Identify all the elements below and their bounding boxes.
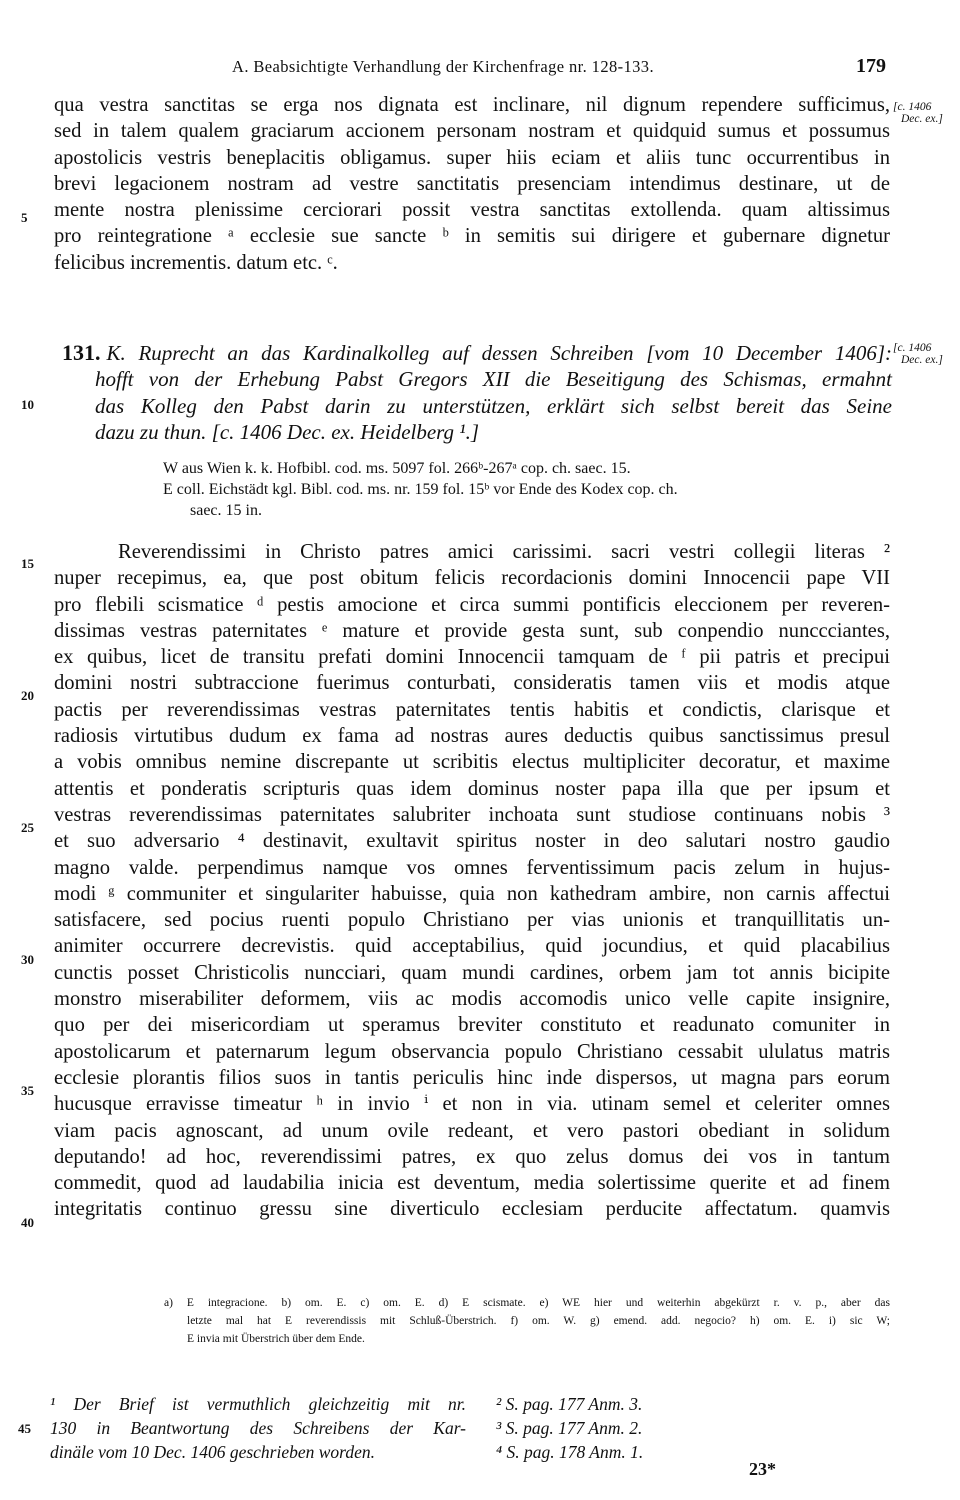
- title-line: hofft von der Erhebung Pabst Gregors XII die Beseitigung des Schismas, ermahnt: [95, 367, 892, 392]
- text-line: dissimas vestras paternitates ᵉ mature et provide gesta sunt, sub conpendio nunccciantes,: [54, 619, 890, 642]
- text-line: felicibus incrementis. datum etc. ᶜ.: [54, 251, 338, 274]
- text-line: qua vestra sanctitas se erga nos dignata est inclinare, nil dignum rependere sufficimus,: [54, 94, 890, 116]
- printer-signature: 23*: [749, 1459, 776, 1479]
- footnotes-2-4: [496, 1392, 643, 1464]
- critical-apparatus: [164, 1294, 890, 1348]
- source-line: W aus Wien k. k. Hofbibl. cod. ms. 5097 fol. 266ᵇ-267ᵃ cop. ch. saec. 15.: [163, 460, 631, 477]
- text-line: ex quibus, licet de transitu prefati domini Innocencii tamquam de ᶠ pii patris et precipui: [54, 646, 890, 669]
- text-line: integritatis continuo gressu sine diverticulo ecclesiam perducite affectatum. quamvis: [54, 1198, 890, 1221]
- text-line: modi ᵍ communiter et singulariter habuisse, quia non kathedram ambire, non carnis affectui: [54, 882, 890, 905]
- footnote-line: ⁴ S. pag. 178 Anm. 1.: [496, 1442, 644, 1462]
- document-heading: [62, 340, 892, 445]
- page-header: [0, 57, 960, 83]
- footnote-line: ² S. pag. 177 Anm. 3.: [496, 1394, 643, 1414]
- source-line: E coll. Eichstädt kgl. Bibl. cod. ms. nr. 159 fol. 15ᵇ vor Ende des Kodex cop. ch.: [163, 481, 678, 498]
- text-line: satisfacere, sed pocius ruenti populo Christiano per vias unionis et tranquillitatis un-: [54, 909, 890, 932]
- line-number: 5: [21, 210, 28, 225]
- text-line: attentis et ponderatis scripturis quas idem dominus noster papa illa que per ipsum et: [54, 777, 890, 800]
- title-line: das Kolleg den Pabst darin zu unterstützen, erklärt sich selbst bereit das Seine: [95, 393, 892, 418]
- text-line: vestras reverendissimas paternitates salubriter inchoata sunt studiose continuans nobis ³: [54, 803, 890, 826]
- text-line: ecclesie plorantis filios suos in tantis periculis hinc inde dispersos, ut magna pars eorum: [54, 1066, 890, 1089]
- apparatus-line: letzte mal hat E reverendissis mit Schluß-Überstrich. f) om. W. g) emend. add. negocio? h) om. E. i) sic W;: [187, 1315, 890, 1327]
- margin-date-note: [c. 1406 Dec. ex.]: [893, 342, 943, 366]
- text-line: viam pacis agnoscant, ad unum ovile redeant, et vero pastori obediant in solidum: [54, 1119, 890, 1142]
- text-line: et suo adversario ⁴ destinavit, exultavit spiritus noster in deo salutari nostro gaudio: [54, 830, 890, 853]
- text-line: pactis per reverendissimas vestras paternitates tentis habitis et condictis, clarisque et: [54, 698, 890, 721]
- line-number: 15: [21, 556, 34, 571]
- text-line: sed in talem qualem graciarum accionem personam nostram et quidquid sumus et possumus: [54, 120, 890, 143]
- text-line: a vobis omnibus nemine discrepante ut scribitis electus multipliciter decoratur, et maxime: [54, 751, 890, 774]
- line-number: 35: [21, 1083, 34, 1098]
- line-number: 40: [21, 1215, 34, 1230]
- title-line: dazu zu thun. [c. 1406 Dec. ex. Heidelberg ¹.]: [95, 419, 480, 444]
- manuscript-sources: [163, 458, 678, 521]
- letter-body: [54, 539, 890, 1223]
- text-line: domini nostri subtraccione fuerimus conturbati, consideratis tamen viis et modis atque: [54, 672, 890, 695]
- title-line: K. Ruprecht an das Kardinalkolleg auf dessen Schreiben [vom 10 December 1406]:: [106, 341, 892, 365]
- document-number: 131.: [62, 340, 101, 365]
- running-head: A. Beabsichtigte Verhandlung der Kirchenfrage nr. 128-133.: [232, 57, 654, 76]
- text-line: radiosis virtutibus dudum ex fama ad nostras aures deductis quibus sanctissimus presul: [54, 725, 890, 748]
- footnote-line: ³ S. pag. 177 Anm. 2.: [496, 1418, 643, 1438]
- text-line: pro reintegratione ᵃ ecclesie sue sancte ᵇ in semitis sui dirigere et gubernare dignetur: [54, 225, 890, 248]
- apparatus-line: a) E integracione. b) om. E. c) om. E. d) E scismate. e) WE hier und weiterhin abgekürzt r. v. p., aber das: [164, 1297, 890, 1309]
- previous-letter-conclusion: [54, 92, 890, 276]
- text-line: commedit, quod ad laudabilia inicia est deventum, media solertissime querite et ad finem: [54, 1172, 890, 1195]
- line-number: 45: [18, 1421, 31, 1436]
- text-line: pro flebili scismatice ᵈ pestis amocione et circa summi pontificis eleccionem per reveren-: [54, 593, 890, 616]
- text-line: hucusque erravisse timeatur ʰ in invio ⁱ et non in via. utinam semel et celeriter omnes: [54, 1093, 890, 1116]
- text-line: magno valde. perpendimus namque vos omnes ferventissimum pacis zelum in hujus-: [54, 856, 890, 879]
- text-line: brevi legacionem nostram ad vestre sanctitatis presenciam intendimus destinare, ut de: [54, 172, 890, 195]
- footnote-line: dinäle vom 10 Dec. 1406 geschrieben worden.: [50, 1442, 375, 1462]
- text-line: deputando! ad hoc, reverendissimi patres, ex quo zelus domus dei vos in tantum: [54, 1145, 890, 1168]
- footnote-1: [50, 1392, 466, 1464]
- text-line: animiter occurrere decrevistis. quid acceptabilius, quid jocundius, et quid placabilius: [54, 935, 890, 958]
- text-line: nuper recepimus, ea, que post obitum felicis recordacionis domini Innocencii pape VII: [54, 567, 890, 590]
- text-line: monstro miserabiliter deformem, viis ac modis accomodis unico velle capite insignire,: [54, 988, 890, 1011]
- text-line: Reverendissimi in Christo patres amici carissimi. sacri vestri collegii literas ²: [118, 541, 890, 563]
- text-line: apostolicarum et paternarum legum observancia populo Christiano cessabit ululatus matris: [54, 1040, 890, 1063]
- source-line: saec. 15 in.: [190, 502, 262, 519]
- text-line: apostolicis vestris beneplacitis obligamus. super hiis eciam et aliis tunc occurrentibus in: [54, 146, 890, 169]
- text-line: mente nostra plenissime cerciorari possit vestra sanctitas extollenda. quam altissimus: [54, 199, 890, 222]
- footnote-line: ¹ Der Brief ist vermuthlich gleichzeitig mit nr.: [50, 1394, 466, 1414]
- page-number: 179: [856, 55, 886, 77]
- text-line: quo per dei misericordiam ut speramus breviter constituto et readunato comuniter in: [54, 1014, 890, 1037]
- line-number: 25: [21, 820, 34, 835]
- apparatus-line: E invia mit Überstrich über dem Ende.: [187, 1333, 365, 1345]
- line-number: 30: [21, 952, 34, 967]
- margin-date-note: [c. 1406 Dec. ex.]: [893, 101, 943, 125]
- footnote-line: 130 in Beantwortung des Schreibens der Kar-: [50, 1418, 466, 1438]
- line-number: 20: [21, 688, 34, 703]
- text-line: cunctis posset Christicolis nuncciari, quam mundi cardines, orbem jam tot annis bicipite: [54, 961, 890, 984]
- line-number: 10: [21, 397, 34, 412]
